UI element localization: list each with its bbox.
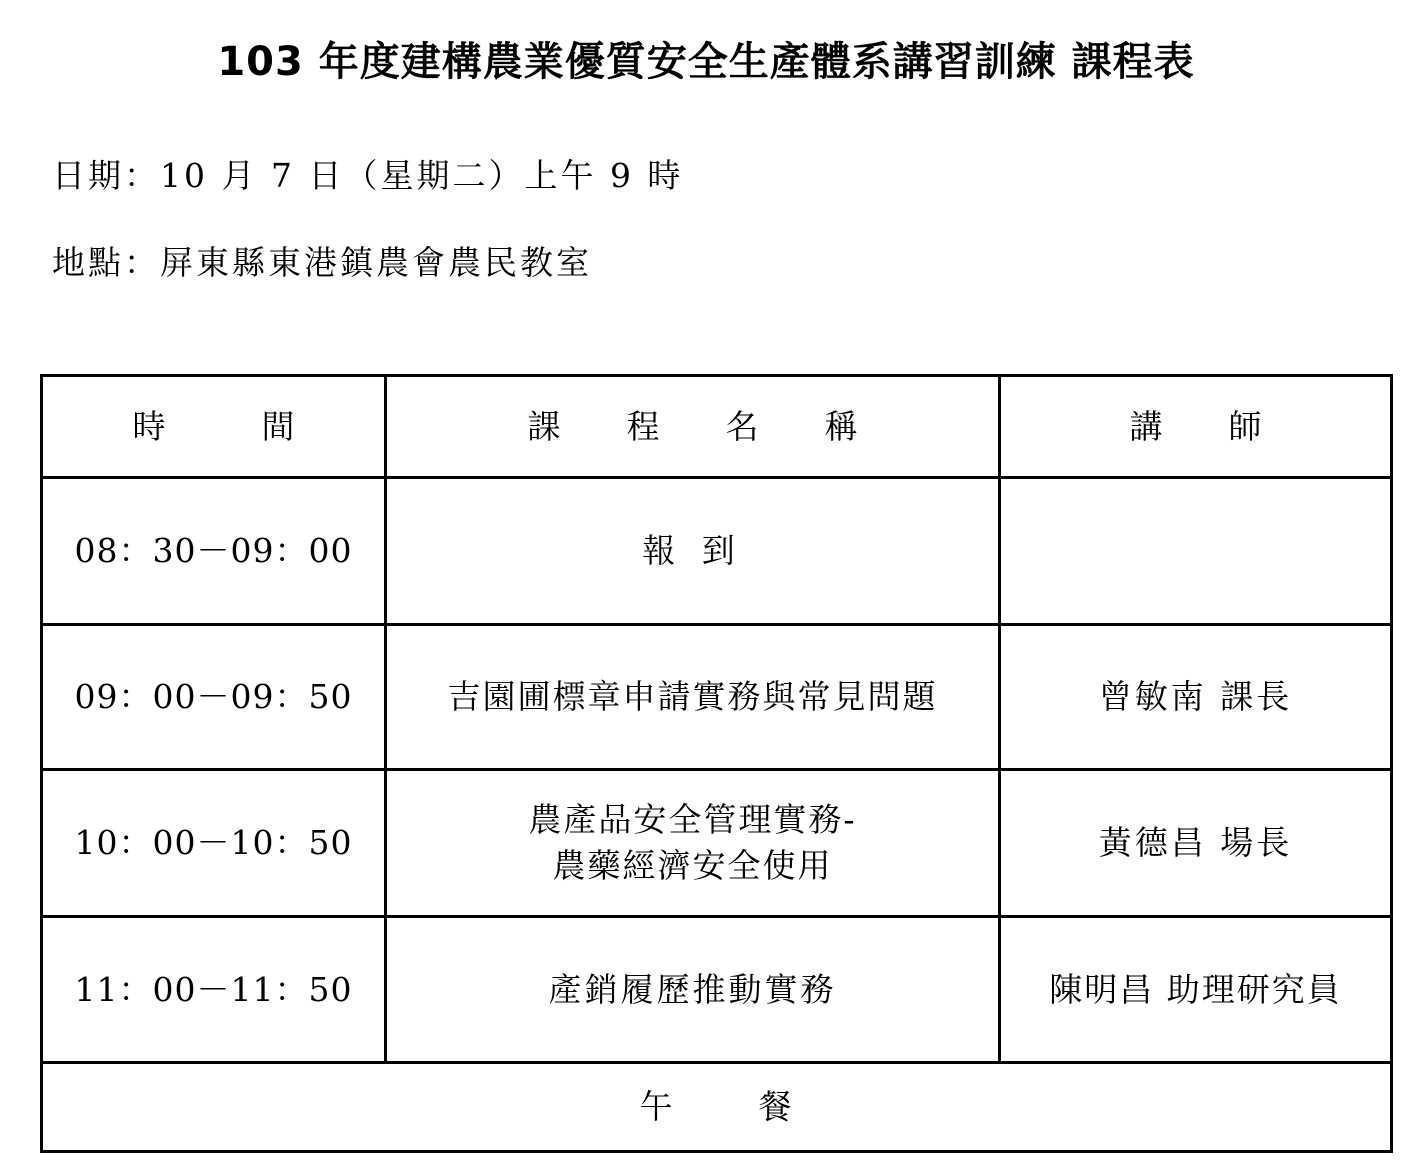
session-teacher [1000,478,1392,625]
session-teacher: 陳明昌 助理研究員 [1000,917,1392,1063]
lunch-label-char: 午 [639,1087,675,1126]
lunch-cell [42,1063,1392,1152]
header-course-char: 名 [725,406,759,446]
session-course [386,917,1000,1063]
event-location: 地點：屏東縣東港鎮農會農民教室 [52,243,592,282]
header-teacher-char: 講 [1129,406,1163,446]
session-time: 08：30－09：00 [42,478,386,625]
header-teacher-char: 師 [1228,406,1262,446]
lunch-row [42,1063,1392,1152]
session-course [386,625,1000,770]
header-course-char: 稱 [824,406,858,446]
session-course [386,478,1000,625]
course-title-line: 吉園圃標章申請實務與常見問題 [447,677,938,716]
header-time-char: 時 [132,406,166,446]
table-row [42,770,1392,917]
session-teacher: 黃德昌 場長 [1000,770,1392,917]
session-time: 10：00－10：50 [42,770,386,917]
document-title: 103 年度建構農業優質安全生產體系講習訓練 課程表 [217,39,1195,85]
header-course-name [386,376,1000,478]
table-row [42,917,1392,1063]
header-course-char: 程 [626,406,660,446]
course-schedule-table [40,374,1393,1153]
course-title-line: 農產品安全管理實務- [528,800,857,839]
session-teacher: 曾敏南 課長 [1000,625,1392,770]
event-date: 日期：10 月 7 日（星期二）上午 9 時 [52,156,684,195]
session-course [386,770,1000,917]
table-header-row [42,376,1392,478]
header-time-char: 間 [261,406,295,446]
table-row [42,625,1392,770]
header-teacher [1000,376,1392,478]
lunch-label-char: 餐 [758,1087,794,1126]
header-course-char: 課 [527,406,561,446]
session-time: 11：00－11：50 [42,917,386,1063]
course-title-line: 產銷履歷推動實務 [548,969,837,1009]
table-row [42,478,1392,625]
session-time: 09：00－09：50 [42,625,386,770]
course-title-line: 農藥經濟安全使用 [552,846,833,885]
header-time [42,376,386,478]
course-title-line: 報 到 [642,531,743,570]
